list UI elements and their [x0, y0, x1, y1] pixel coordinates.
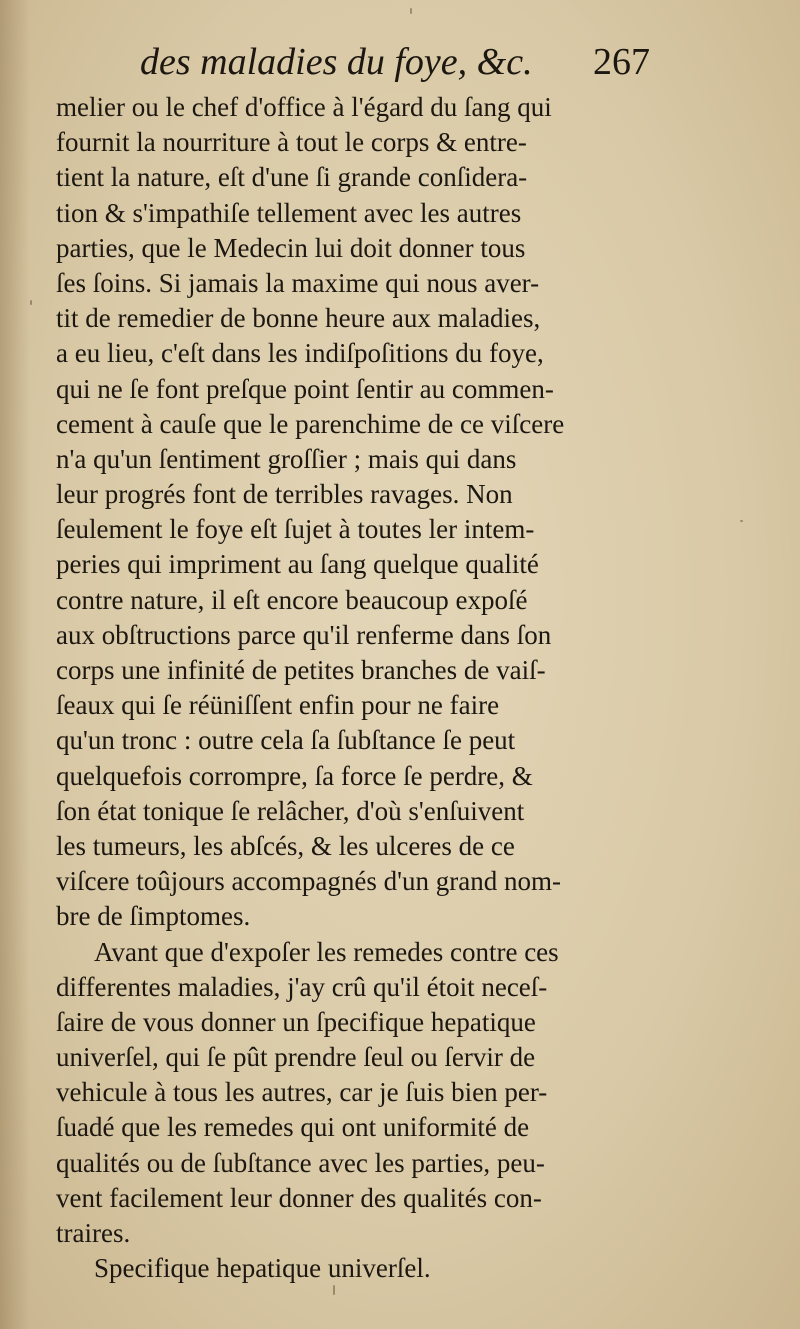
text-line: a eu lieu, c'eſt dans les indiſpoſitions du foye,	[56, 338, 544, 369]
text-line: leur progrés font de terribles ravages. Non	[56, 479, 513, 510]
paper-speck	[740, 520, 743, 522]
text-line: aux obſtructions parce qu'il renferme dans ſon	[56, 619, 552, 650]
text-line: univerſel, qui ſe pût prendre ſeul ou ſervir de	[56, 1042, 536, 1073]
paper-speck	[410, 8, 412, 14]
running-header	[140, 40, 660, 88]
text-line: melier ou le chef d'office à l'égard du ſang qui	[56, 92, 552, 122]
text-line: traires.	[56, 1218, 131, 1248]
page-shadow	[0, 0, 30, 1329]
text-line: quelquefois corrompre, ſa force ſe perdre, &	[56, 760, 533, 791]
text-line: qu'un tronc : outre cela ſa ſubſtance ſe peut	[56, 725, 516, 756]
text-line: ſeulement le foye eſt ſujet à toutes ler intem-	[56, 514, 535, 545]
text-line: ſaire de vous donner un ſpecifique hepatique	[56, 1006, 536, 1037]
text-line: cement à cauſe que le parenchime de ce viſcere	[56, 408, 565, 439]
text-line: ſuadé que les remedes qui ont uniformité de	[56, 1112, 530, 1143]
running-title: des maladies du foye, &c.	[140, 41, 533, 83]
paragraph-start-line: Avant que d'expoſer les remedes contre ces	[94, 936, 559, 967]
text-line: peries qui impriment au ſang quelque qualité	[56, 549, 539, 580]
paper-speck	[333, 1285, 335, 1295]
text-line: fournit la nourriture à tout le corps & entre-	[56, 127, 527, 158]
text-line: n'a qu'un ſentiment groſſier ; mais qui dans	[56, 443, 517, 474]
text-line: qui ne ſe font preſque point ſentir au commen-	[56, 373, 554, 404]
paper-speck	[30, 300, 32, 305]
text-line: tion & s'impathiſe tellement avec les autres	[56, 197, 522, 228]
text-line: ſeaux qui ſe réüniſſent enfin pour ne faire	[56, 690, 500, 721]
text-line: contre nature, il eſt encore beaucoup expoſé	[56, 584, 528, 615]
body-text	[56, 90, 656, 1286]
text-line: corps une infinité de petites branches de vaiſ-	[56, 655, 546, 685]
text-line: tient la nature, eſt d'une ſi grande conſidera-	[56, 162, 528, 193]
page-number: 267	[593, 41, 650, 83]
text-line: vent facilement leur donner des qualités con-	[56, 1182, 542, 1213]
text-line: parties, que le Medecin lui doit donner tous	[56, 232, 526, 263]
text-line: bre de ſimptomes.	[56, 901, 251, 932]
text-line: ſon état tonique ſe relâcher, d'où s'enſuivent	[56, 795, 525, 826]
text-line: viſcere toûjours accompagnés d'un grand nom-	[56, 866, 561, 897]
text-line: vehicule à tous les autres, car je ſuis bien per-	[56, 1077, 548, 1108]
section-heading: Specifique hepatique univerſel.	[94, 1253, 431, 1284]
text-line: qualités ou de ſubſtance avec les parties, peu-	[56, 1147, 545, 1178]
text-line: tit de remedier de bonne heure aux maladies,	[56, 303, 541, 334]
text-line: ſes ſoins. Si jamais la maxime qui nous aver-	[56, 267, 540, 298]
text-line: differentes maladies, j'ay crû qu'il étoit neceſ-	[56, 971, 548, 1002]
text-line: les tumeurs, les abſcés, & les ulceres de ce	[56, 830, 515, 861]
